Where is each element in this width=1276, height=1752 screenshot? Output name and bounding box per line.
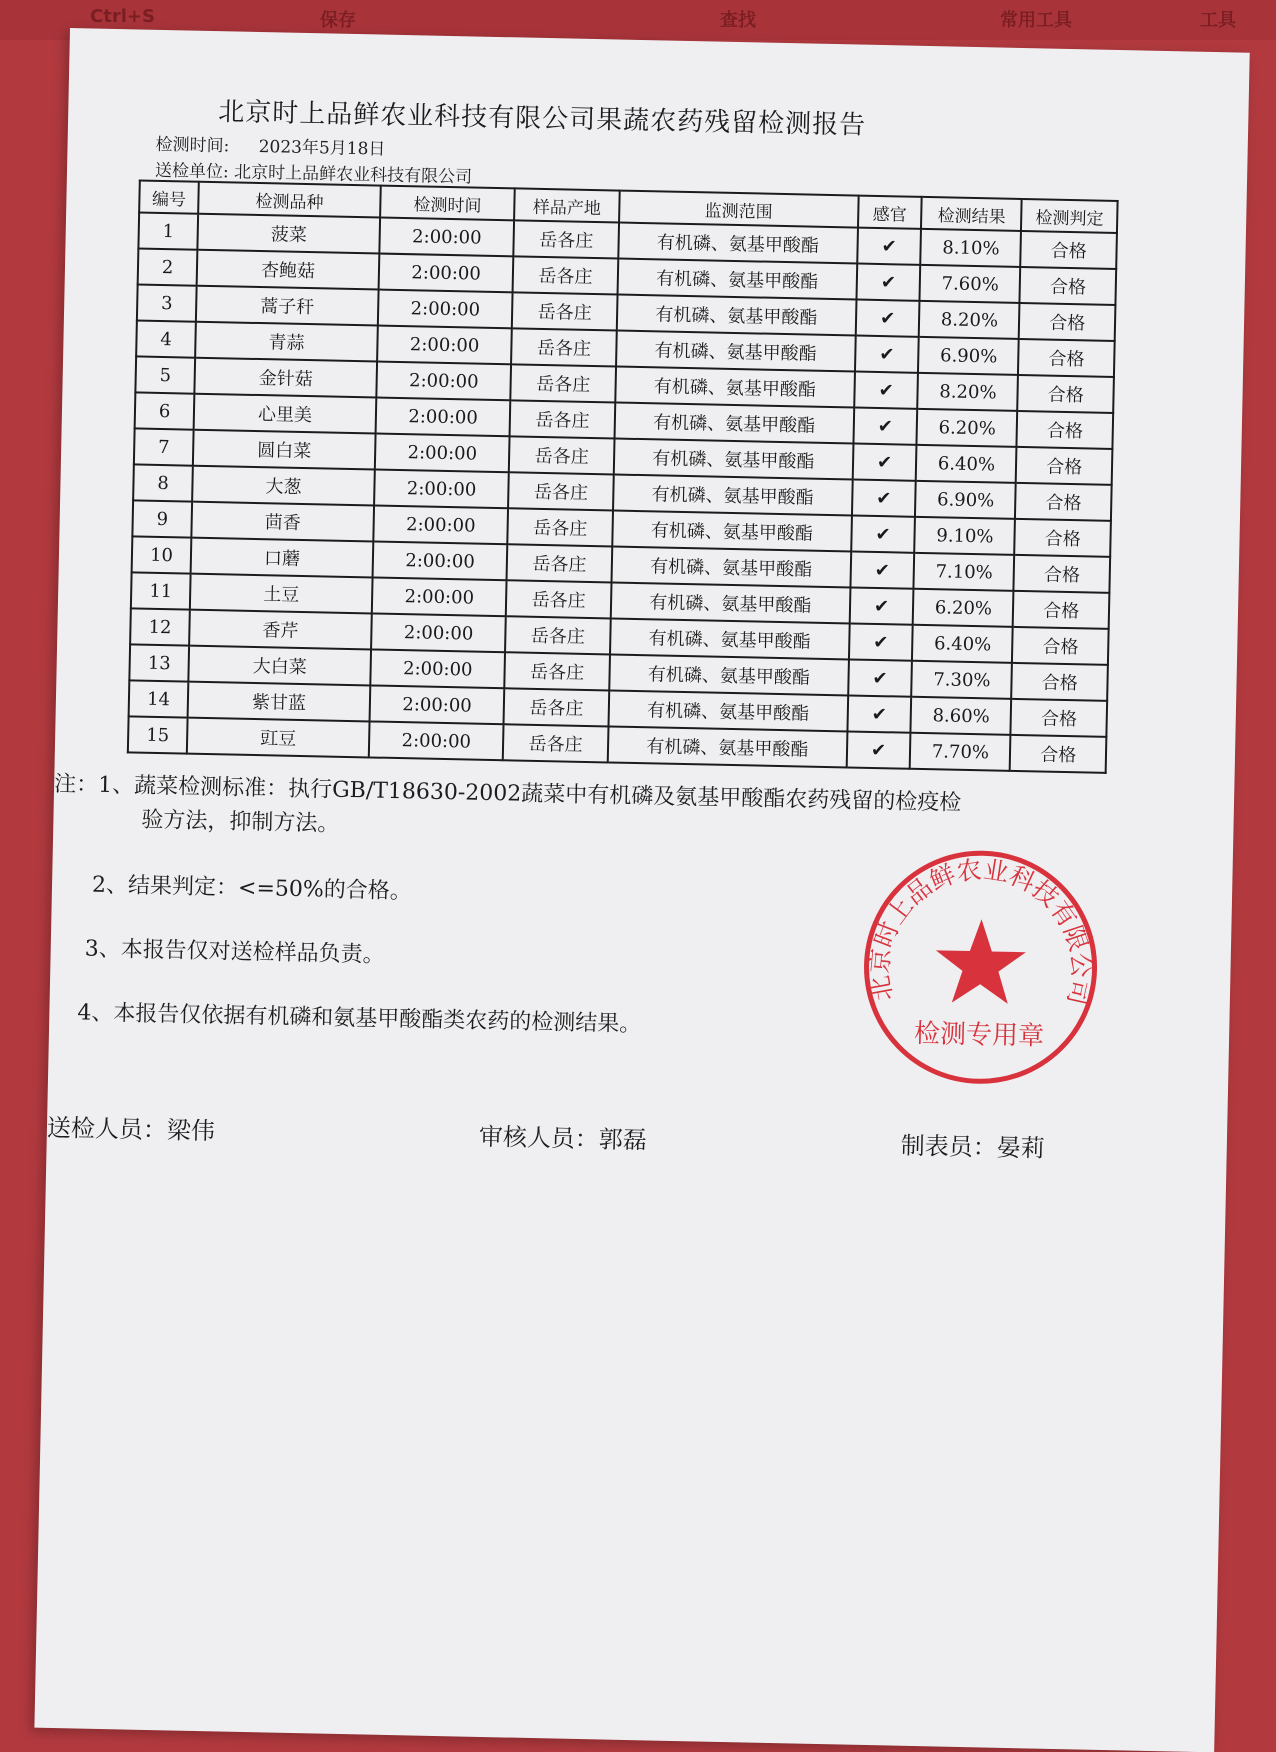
company-seal	[858, 845, 1103, 1090]
table-body	[128, 212, 1117, 772]
row-variety-cell: 豇豆	[187, 718, 370, 758]
row-origin-cell: 岳各庄	[505, 652, 610, 690]
row-scope-cell: 有机磷、氨基甲酸酯	[615, 367, 855, 408]
row-scope-cell: 有机磷、氨基甲酸酯	[611, 582, 851, 623]
row-sensory-cell: ✔	[857, 228, 921, 265]
row-time-cell: 2:00:00	[379, 254, 514, 293]
row-variety-cell: 香芹	[189, 610, 372, 650]
desk-label-tools: 常用工具	[1000, 10, 1072, 31]
row-sensory-cell: ✔	[849, 623, 913, 660]
row-scope-cell: 有机磷、氨基甲酸酯	[613, 474, 853, 515]
row-sensory-cell: ✔	[853, 408, 917, 445]
row-result-cell: 7.30%	[912, 661, 1013, 699]
row-judgement-cell: 合格	[1014, 555, 1110, 593]
row-variety-cell: 杏鲍菇	[197, 250, 380, 290]
row-time-cell: 2:00:00	[375, 433, 510, 472]
row-scope-cell: 有机磷、氨基甲酸酯	[609, 654, 849, 695]
row-result-cell: 7.60%	[920, 265, 1021, 303]
row-time-cell: 2:00:00	[370, 685, 505, 724]
note-2: 2、结果判定：<=50%的合格。	[91, 872, 413, 905]
row-scope-cell: 有机磷、氨基甲酸酯	[611, 546, 851, 587]
row-id-cell: 12	[130, 608, 190, 645]
row-origin-cell: 岳各庄	[504, 688, 609, 726]
row-scope-cell: 有机磷、氨基甲酸酯	[618, 223, 858, 264]
col-header-variety: 检测品种	[198, 182, 381, 218]
row-id-cell: 13	[129, 644, 189, 681]
row-result-cell: 6.20%	[917, 409, 1018, 447]
row-origin-cell: 岳各庄	[508, 472, 613, 510]
col-header-sensory: 感官	[858, 196, 922, 229]
submitter-signature: 送检人员：梁伟	[46, 1113, 216, 1146]
row-judgement-cell: 合格	[1010, 735, 1106, 773]
row-result-cell: 6.20%	[913, 589, 1014, 627]
reviewer-signature: 审核人员：郭磊	[478, 1122, 648, 1155]
preparer-signature: 制表员：晏莉	[900, 1131, 1046, 1163]
row-origin-cell: 岳各庄	[508, 508, 613, 546]
row-variety-cell: 心里美	[194, 394, 377, 434]
row-origin-cell: 岳各庄	[513, 256, 618, 294]
row-time-cell: 2:00:00	[376, 397, 511, 436]
row-sensory-cell: ✔	[849, 587, 913, 624]
row-scope-cell: 有机磷、氨基甲酸酯	[614, 402, 854, 443]
row-time-cell: 2:00:00	[373, 541, 508, 580]
row-time-cell: 2:00:00	[371, 613, 506, 652]
row-variety-cell: 茴香	[191, 502, 374, 542]
col-header-time: 检测时间	[380, 186, 515, 221]
row-judgement-cell: 合格	[1012, 627, 1108, 665]
test-date-label: 检测时间:	[155, 134, 230, 157]
row-scope-cell: 有机磷、氨基甲酸酯	[608, 690, 848, 731]
row-judgement-cell: 合格	[1015, 519, 1111, 557]
row-sensory-cell: ✔	[855, 336, 919, 373]
row-sensory-cell: ✔	[847, 695, 911, 732]
row-result-cell: 8.10%	[921, 229, 1022, 267]
row-time-cell: 2:00:00	[373, 505, 508, 544]
row-variety-cell: 大白菜	[188, 646, 371, 686]
row-time-cell: 2:00:00	[370, 649, 505, 688]
row-judgement-cell: 合格	[1011, 699, 1107, 737]
row-sensory-cell: ✔	[848, 659, 912, 696]
row-scope-cell: 有机磷、氨基甲酸酯	[617, 259, 857, 300]
row-id-cell: 2	[138, 248, 198, 285]
row-judgement-cell: 合格	[1013, 591, 1109, 629]
row-id-cell: 3	[137, 284, 197, 321]
row-judgement-cell: 合格	[1018, 339, 1114, 377]
desk-label-save: 保存	[320, 10, 356, 31]
row-sensory-cell: ✔	[855, 300, 919, 337]
row-variety-cell: 青蒜	[195, 322, 378, 362]
row-id-cell: 15	[128, 716, 188, 753]
row-id-cell: 14	[129, 680, 189, 717]
row-scope-cell: 有机磷、氨基甲酸酯	[614, 438, 854, 479]
row-id-cell: 7	[134, 428, 194, 465]
row-variety-cell: 紫甘蓝	[188, 682, 371, 722]
row-origin-cell: 岳各庄	[503, 724, 608, 762]
test-date-line	[155, 130, 385, 160]
row-variety-cell: 蒿子秆	[196, 286, 379, 326]
row-judgement-cell: 合格	[1018, 375, 1114, 413]
row-time-cell: 2:00:00	[374, 469, 509, 508]
row-sensory-cell: ✔	[854, 372, 918, 409]
row-scope-cell: 有机磷、氨基甲酸酯	[608, 726, 848, 767]
col-header-result: 检测结果	[921, 197, 1022, 231]
note-3: 3、本报告仅对送检样品负责。	[84, 936, 385, 968]
report-title: 北京时上品鲜农业科技有限公司果蔬农药残留检测报告	[217, 97, 867, 141]
seal-star-icon	[935, 918, 1027, 1004]
row-sensory-cell: ✔	[846, 731, 910, 768]
col-header-judgement: 检测判定	[1021, 199, 1117, 233]
row-judgement-cell: 合格	[1021, 231, 1117, 269]
row-time-cell: 2:00:00	[377, 326, 512, 365]
seal-ring-text: 北京时上品鲜农业科技有限公司	[864, 854, 1096, 1008]
row-origin-cell: 岳各庄	[514, 220, 619, 258]
row-result-cell: 8.20%	[919, 301, 1020, 339]
row-origin-cell: 岳各庄	[509, 436, 614, 474]
row-result-cell: 7.70%	[910, 733, 1011, 771]
row-sensory-cell: ✔	[850, 551, 914, 588]
desk-label-tool: 工具	[1200, 10, 1236, 31]
row-time-cell: 2:00:00	[376, 362, 511, 401]
row-scope-cell: 有机磷、氨基甲酸酯	[617, 295, 857, 336]
row-origin-cell: 岳各庄	[512, 292, 617, 330]
row-sensory-cell: ✔	[851, 515, 915, 552]
note-1-line-b: 验方法，抑制方法。	[141, 807, 340, 837]
row-scope-cell: 有机磷、氨基甲酸酯	[612, 510, 852, 551]
row-result-cell: 8.60%	[911, 697, 1012, 735]
row-origin-cell: 岳各庄	[505, 616, 610, 654]
row-id-cell: 5	[135, 356, 195, 393]
col-header-scope: 监测范围	[619, 191, 858, 228]
results-table	[127, 179, 1119, 773]
row-result-cell: 9.10%	[915, 517, 1016, 555]
row-scope-cell: 有机磷、氨基甲酸酯	[610, 618, 850, 659]
row-id-cell: 6	[135, 392, 195, 429]
row-variety-cell: 土豆	[190, 574, 373, 614]
row-judgement-cell: 合格	[1016, 447, 1112, 485]
row-id-cell: 1	[138, 212, 198, 249]
desk-label-find: 查找	[720, 10, 756, 31]
col-header-id: 编号	[139, 180, 199, 213]
row-id-cell: 11	[131, 572, 191, 609]
row-origin-cell: 岳各庄	[506, 580, 611, 618]
row-judgement-cell: 合格	[1020, 267, 1116, 305]
row-judgement-cell: 合格	[1015, 483, 1111, 521]
row-time-cell: 2:00:00	[378, 290, 513, 329]
row-variety-cell: 口蘑	[191, 538, 374, 578]
row-result-cell: 7.10%	[914, 553, 1015, 591]
row-id-cell: 8	[133, 464, 193, 501]
row-variety-cell: 金针菇	[194, 358, 377, 398]
row-time-cell: 2:00:00	[379, 218, 514, 257]
row-id-cell: 10	[132, 536, 192, 573]
row-judgement-cell: 合格	[1012, 663, 1108, 701]
row-scope-cell: 有机磷、氨基甲酸酯	[616, 331, 856, 372]
row-sensory-cell: ✔	[856, 264, 920, 301]
row-origin-cell: 岳各庄	[511, 328, 616, 366]
submitting-unit-label: 送检单位:	[154, 160, 229, 183]
test-date-value: 2023年5月18日	[258, 136, 386, 160]
report-paper	[34, 28, 1249, 1752]
row-result-cell: 6.40%	[916, 445, 1017, 483]
row-variety-cell: 圆白菜	[193, 430, 376, 470]
row-variety-cell: 大葱	[192, 466, 375, 506]
row-judgement-cell: 合格	[1019, 303, 1115, 341]
row-id-cell: 4	[136, 320, 196, 357]
row-id-cell: 9	[132, 500, 192, 537]
row-result-cell: 6.90%	[918, 337, 1019, 375]
row-origin-cell: 岳各庄	[510, 400, 615, 438]
note-4: 4、本报告仅依据有机磷和氨基甲酸酯类农药的检测结果。	[77, 1000, 642, 1038]
seal-bottom-text: 检测专用章	[913, 1018, 1045, 1052]
row-sensory-cell: ✔	[852, 479, 916, 516]
row-time-cell: 2:00:00	[372, 577, 507, 616]
desk-label-ctrl-s: Ctrl+S	[90, 6, 155, 27]
submitting-unit-value: 北京时上品鲜农业科技有限公司	[233, 162, 473, 188]
row-result-cell: 6.90%	[915, 481, 1016, 519]
row-result-cell: 6.40%	[912, 625, 1013, 663]
note-1-line-a: 注：1、蔬菜检测标准：执行GB/T18630-2002蔬菜中有机磷及氨基甲酸酯农药残留的检疫检	[53, 771, 962, 816]
row-origin-cell: 岳各庄	[511, 364, 616, 402]
row-judgement-cell: 合格	[1017, 411, 1113, 449]
row-time-cell: 2:00:00	[369, 721, 504, 760]
row-origin-cell: 岳各庄	[507, 544, 612, 582]
row-sensory-cell: ✔	[852, 443, 916, 480]
row-result-cell: 8.20%	[918, 373, 1019, 411]
row-variety-cell: 菠菜	[198, 214, 381, 254]
col-header-origin: 样品产地	[514, 188, 619, 222]
